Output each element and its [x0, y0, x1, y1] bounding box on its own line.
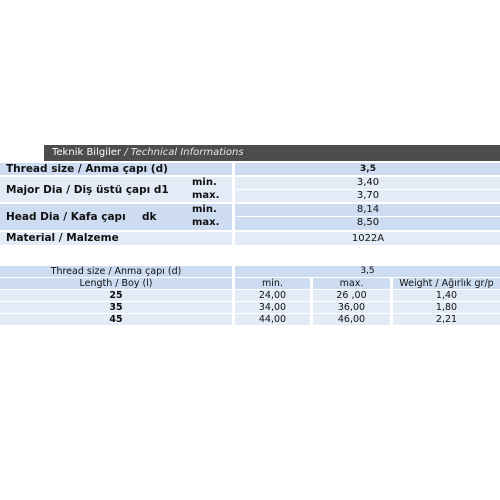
length-cell: 25	[109, 290, 123, 301]
column-divider	[232, 163, 235, 175]
table-row	[0, 314, 500, 325]
header-left-strip	[0, 145, 44, 161]
section-title-en: / Technical Informations	[121, 147, 244, 158]
material-row	[0, 232, 500, 247]
major-dia-min-value: 3,40	[356, 177, 380, 188]
column-divider	[232, 204, 235, 230]
thread-size-label: Thread size / Anma çapı (d)	[6, 163, 168, 175]
section-title	[52, 145, 244, 161]
max-cell: 36,00	[337, 302, 366, 313]
head-dia-min-value: 8,14	[356, 204, 380, 215]
weight-cell: 1,80	[435, 302, 458, 313]
major-dia-max-label: max.	[192, 190, 220, 201]
size-table	[0, 266, 500, 326]
head-dia-row	[0, 204, 500, 232]
max-cell: 46,00	[337, 314, 366, 325]
length-cell: 35	[109, 302, 123, 313]
head-dia-min-label: min.	[192, 204, 217, 215]
major-dia-row	[0, 177, 500, 204]
major-dia-min-label: min.	[192, 177, 217, 188]
material-value: 1022A	[351, 233, 385, 244]
major-dia-label: Major Dia / Diş üstü çapı d1	[6, 184, 169, 196]
table-row	[0, 302, 500, 313]
length-cell: 45	[109, 314, 123, 325]
section-header	[0, 145, 500, 161]
size-thread-label: Thread size / Anma çapı (d)	[50, 266, 182, 277]
table-row	[0, 290, 500, 301]
thread-size-value: 3,5	[360, 164, 376, 174]
weight-cell: 1,40	[435, 290, 458, 301]
material-label: Material / Malzeme	[6, 232, 119, 244]
size-header-row	[0, 278, 500, 289]
min-cell: 24,00	[258, 290, 287, 301]
section-title-tr: Teknik Bilgiler	[52, 147, 122, 158]
length-column-header: Length / Boy (l)	[79, 278, 153, 289]
size-thread-row	[0, 266, 500, 277]
spec-table	[0, 163, 500, 247]
min-cell: 34,00	[258, 302, 287, 313]
column-divider	[232, 177, 235, 202]
column-divider	[232, 232, 235, 245]
weight-column-header: Weight / Ağırlık gr/p	[399, 278, 494, 289]
max-cell: 26 ,00	[336, 290, 367, 301]
max-column-header: max.	[339, 278, 364, 289]
min-cell: 44,00	[258, 314, 287, 325]
major-dia-max-value: 3,70	[356, 190, 380, 201]
head-dia-max-value: 8,50	[356, 217, 380, 228]
weight-cell: 2,21	[435, 314, 458, 325]
head-dia-max-label: max.	[192, 217, 220, 228]
size-thread-value: 3,5	[360, 266, 375, 276]
head-dia-label: Head Dia / Kafa çapı	[6, 211, 126, 223]
min-column-header: min.	[262, 278, 283, 289]
head-dia-symbol: dk	[142, 211, 157, 223]
thread-size-row	[0, 163, 500, 177]
